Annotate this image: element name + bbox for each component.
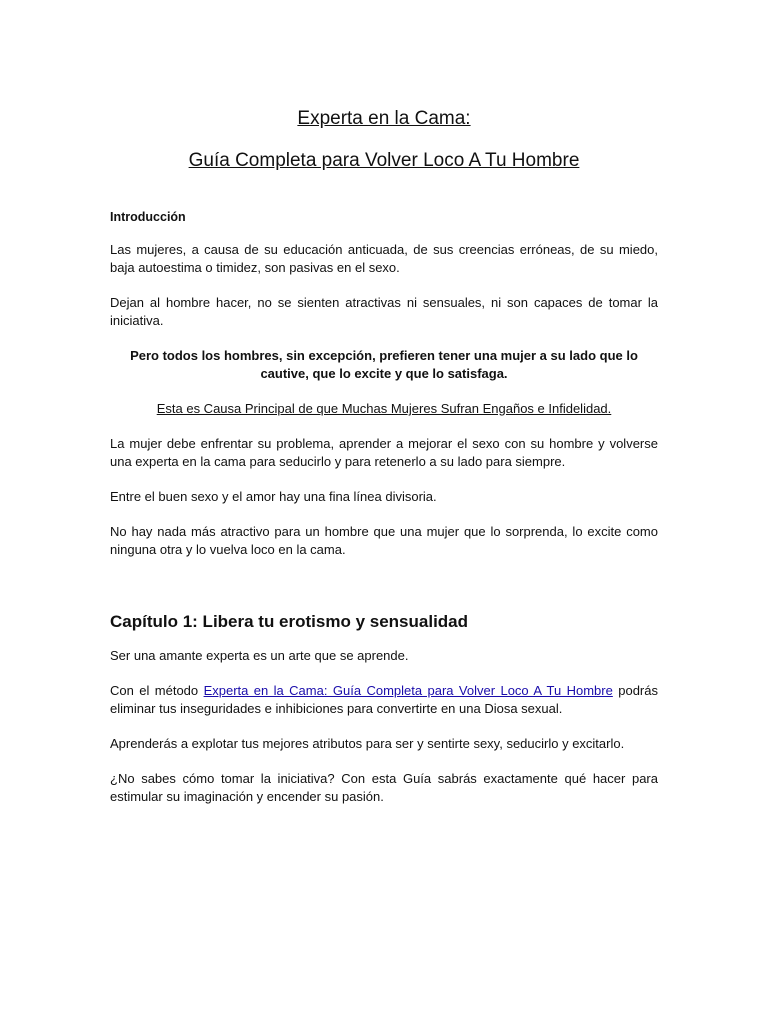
paragraph: No hay nada más atractivo para un hombre que una mujer que lo sorprenda, lo excite como ninguna otra y lo vuelva loco en la cama. [110,524,658,557]
chapter-heading: Capítulo 1: Libera tu erotismo y sensualidad [110,612,469,631]
paragraph: Ser una amante experta es un arte que se aprende. [110,648,409,663]
paragraph: Las mujeres, a causa de su educación anticuada, de sus creencias erróneas, de su miedo, baja autoestima o timidez, son pasivas en el sexo. [110,242,658,275]
underlined-statement: Esta es Causa Principal de que Muchas Mujeres Sufran Engaños e Infidelidad. [156,401,612,416]
paragraph: La mujer debe enfrentar su problema, aprender a mejorar el sexo con su hombre y volverse una experta en la cama para seducirlo y para retenerlo a su lado para siempre. [110,436,658,469]
paragraph: Dejan al hombre hacer, no se sienten atractivas ni sensuales, ni son capaces de tomar la iniciativa. [110,295,658,328]
paragraph: Aprenderás a explotar tus mejores atributos para ser y sentirte sexy, seducirlo y excitarlo. [110,736,625,751]
paragraph: Entre el buen sexo y el amor hay una fina línea divisoria. [110,489,437,504]
paragraph-text: Con el método [110,683,204,698]
paragraph-with-link [110,682,658,718]
guide-link[interactable]: Experta en la Cama: Guía Completa para Volver Loco A Tu Hombre [203,683,613,698]
paragraph-text: podrás eliminar tus inseguridades e inhibiciones para convertirte en una Diosa sexual. [110,683,658,716]
intro-heading: Introducción [110,210,186,224]
paragraph: ¿No sabes cómo tomar la iniciativa? Con esta Guía sabrás exactamente qué hacer para estimular su imaginación y encender su pasión. [110,771,658,804]
document-subtitle: Guía Completa para Volver Loco A Tu Hombre [188,150,580,171]
document-title: Experta en la Cama: [297,108,471,129]
highlight-paragraph: Pero todos los hombres, sin excepción, prefieren tener una mujer a su lado que lo cautive, que lo excite y que lo satisfaga. [130,348,638,381]
document-body [110,208,658,806]
